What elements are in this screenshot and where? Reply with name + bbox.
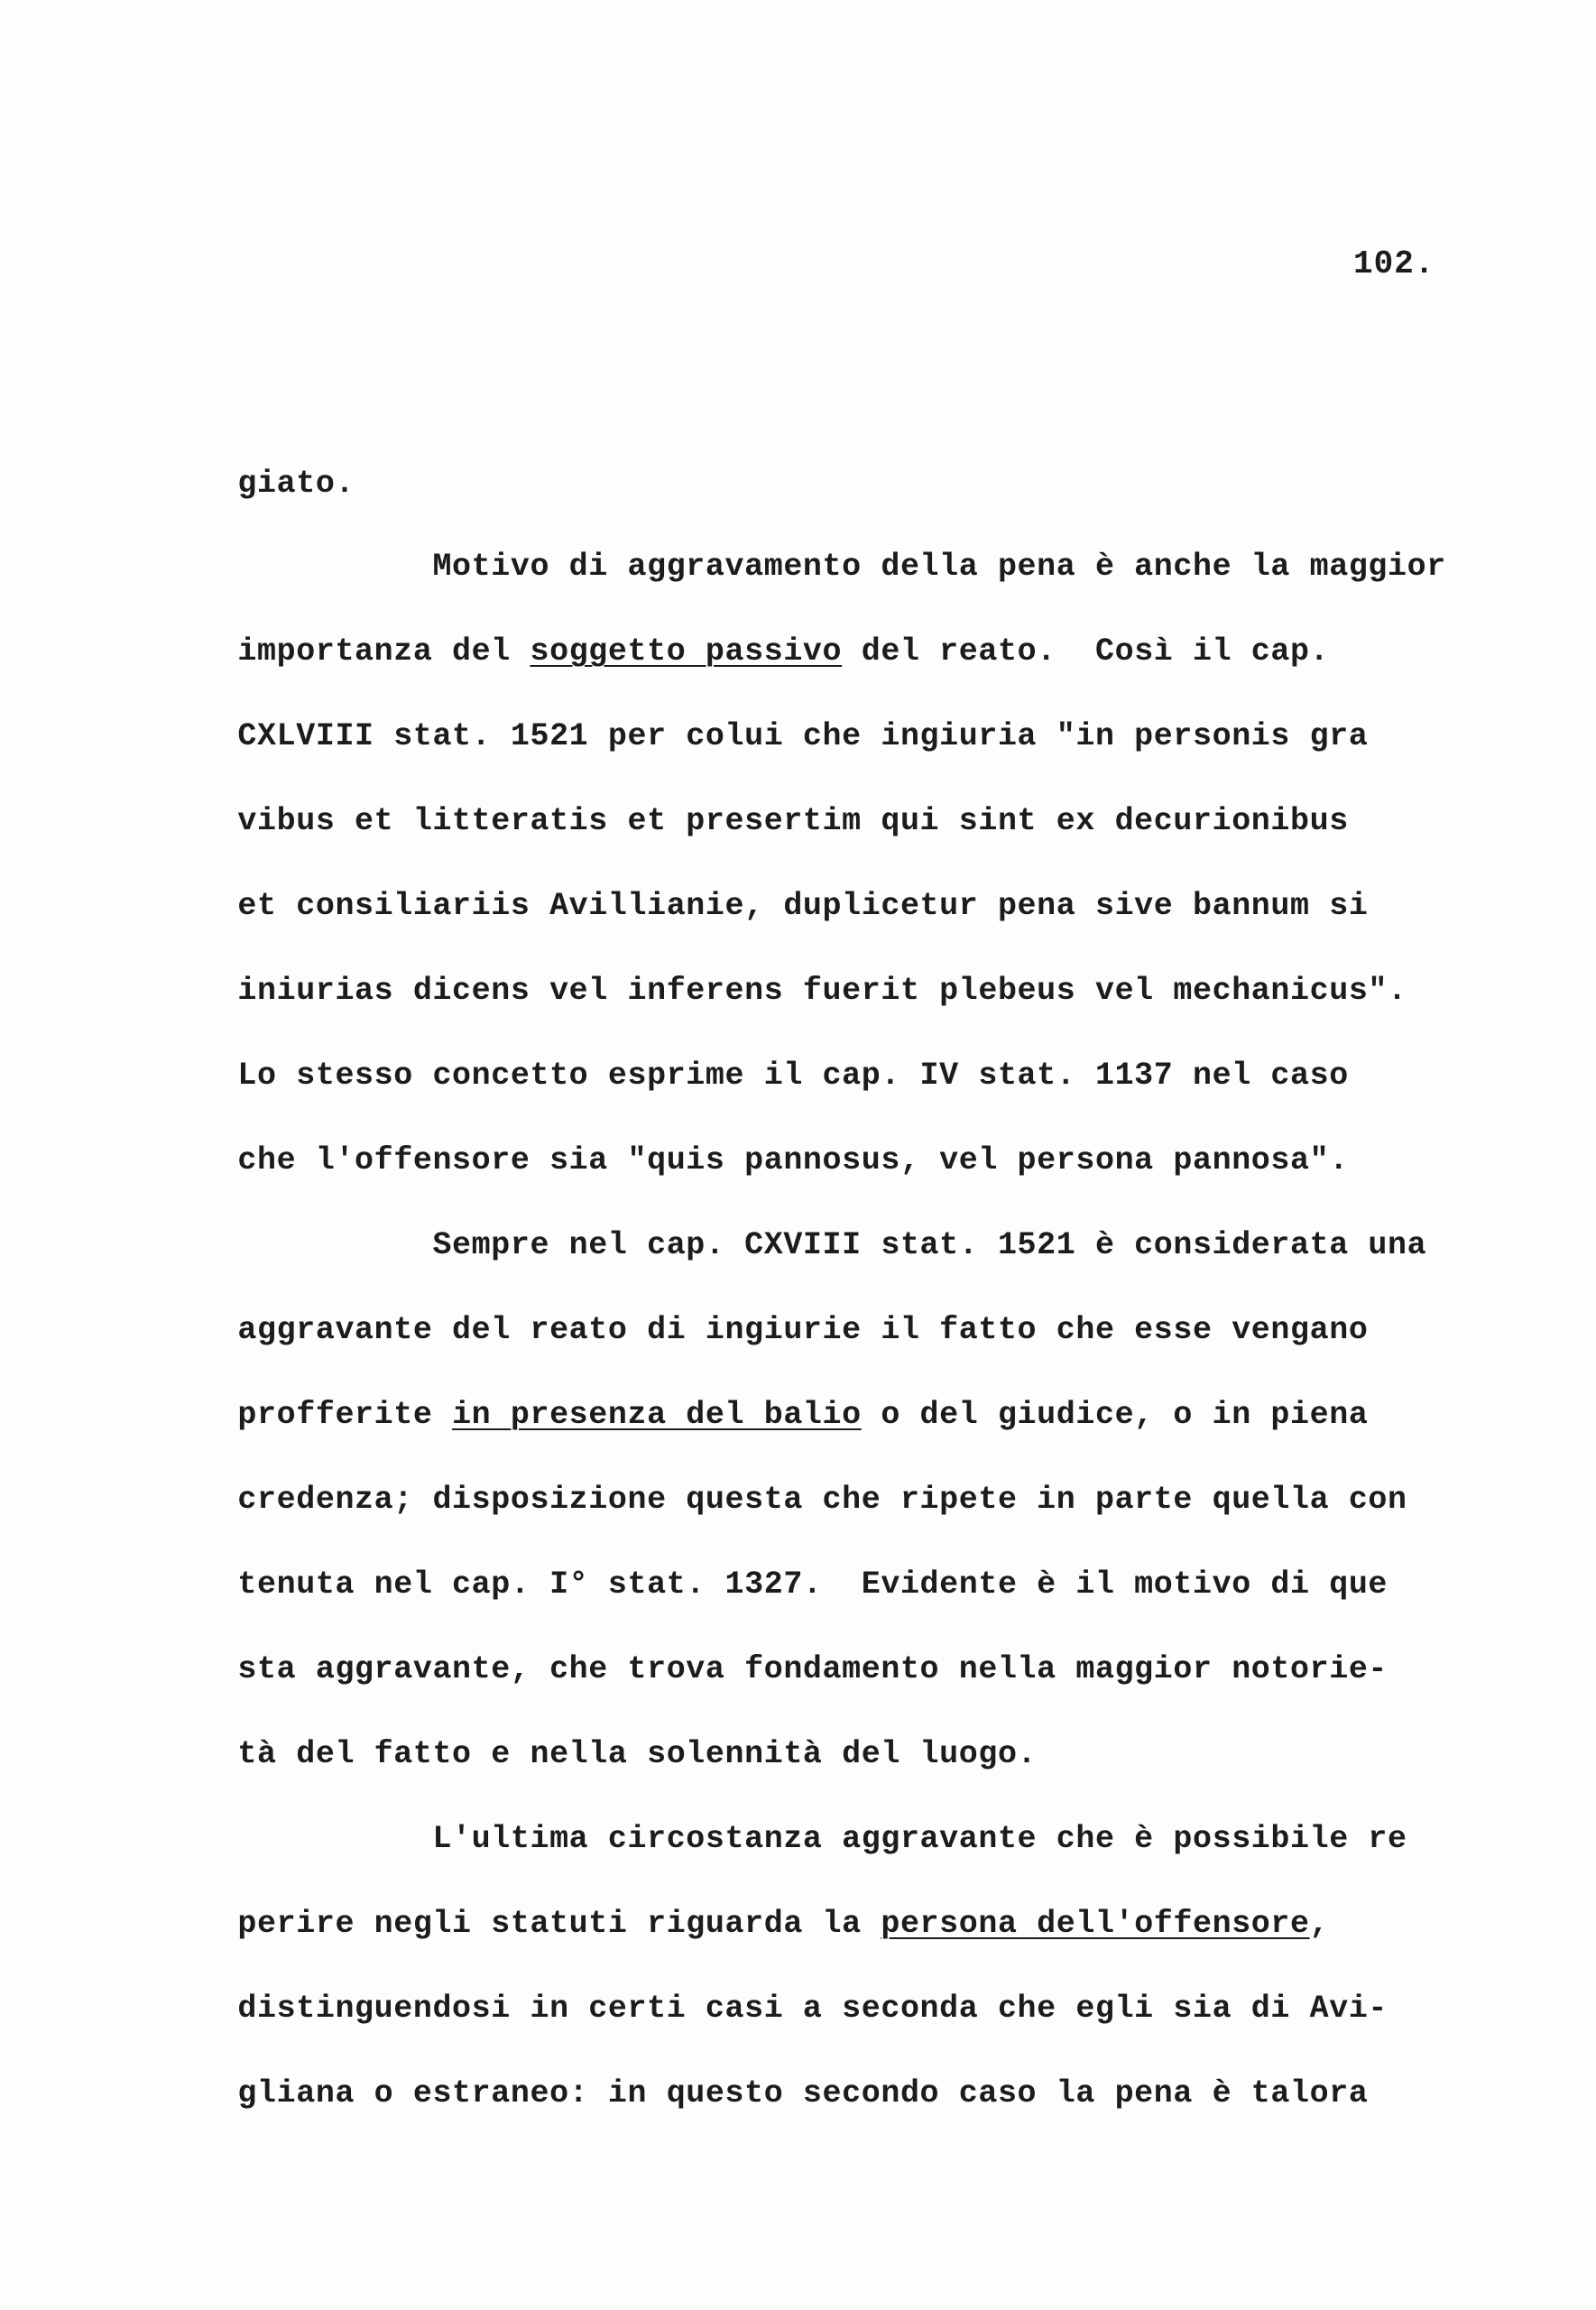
text-segment: , [1309,1906,1330,1942]
text-segment: vibus et litteratis et presertim qui sint ex decurionibus [237,803,1349,839]
text-segment: L'ultima circostanza aggravante che è possibile re [237,1821,1407,1857]
text-segment: CXLVIII stat. 1521 per colui che ingiuria "in personis gra [237,718,1369,754]
text-segment: giato. [237,466,355,502]
underlined-phrase: persona dell'offensore [881,1906,1310,1942]
text-segment: et consiliariis Avillianie, duplicetur pena sive bannum si [237,888,1369,924]
text-segment: tà del fatto e nella solennità del luogo. [237,1736,1038,1772]
text-segment: Motivo di aggravamento della pena è anche la maggior [237,549,1446,585]
page-number: 102. [1353,245,1435,282]
text-segment: tenuta nel cap. I° stat. 1327. Evidente è il motivo di que [237,1566,1388,1603]
text-segment: o del giudice, o in piena [861,1397,1369,1433]
text-segment: iniurias dicens vel inferens fuerit plebeus vel mechanicus". [237,973,1407,1009]
text-segment: credenza; disposizione questa che ripete in parte quella con [237,1482,1407,1518]
text-segment: che l'offensore sia "quis pannosus, vel persona pannosa". [237,1142,1349,1178]
text-segment: gliana o estraneo: in questo secondo caso la pena è talora [237,2075,1369,2111]
text-line [160,2034,1368,2153]
text-segment: Lo stesso concetto esprime il cap. IV stat. 1137 nel caso [237,1058,1349,1094]
underlined-phrase: soggetto passivo [530,633,843,670]
text-segment: aggravante del reato di ingiurie il fatto che esse vengano [237,1312,1369,1348]
text-segment: importanza del [237,633,530,670]
text-segment: perire negli statuti riguarda la [237,1906,881,1942]
underlined-phrase: in presenza del balio [452,1397,862,1433]
text-segment: del reato. Così il cap. [842,633,1330,670]
text-segment: profferite [237,1397,453,1433]
text-segment: sta aggravante, che trova fondamento nella maggior notorie- [237,1651,1388,1687]
text-segment: Sempre nel cap. CXVIII stat. 1521 è considerata una [237,1227,1427,1263]
text-segment: distinguendosi in certi casi a seconda che egli sia di Avi- [237,1991,1388,2027]
